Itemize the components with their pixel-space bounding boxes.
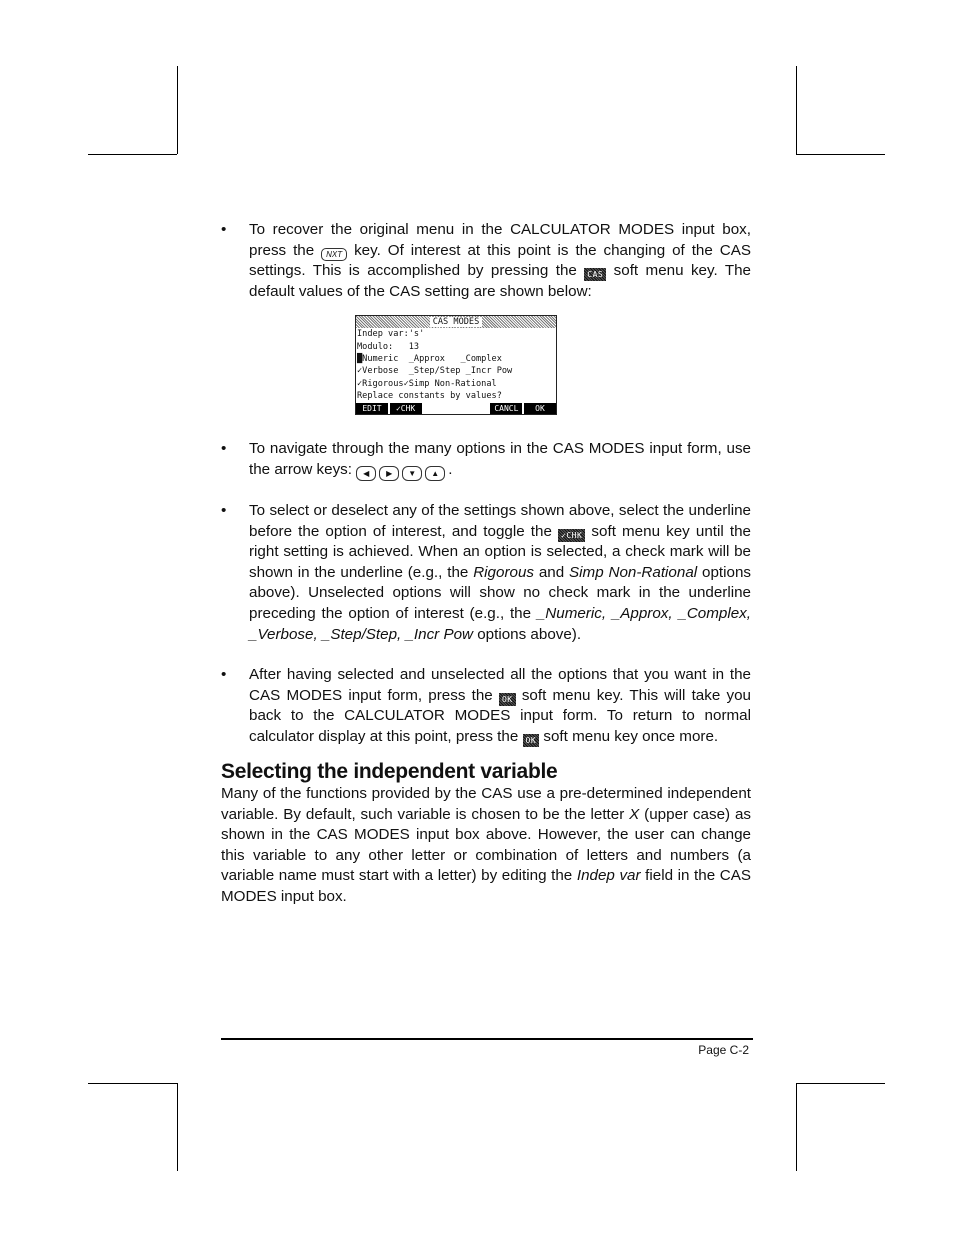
softmenu-cancl: CANCL (490, 403, 522, 414)
page-content (221, 220, 751, 908)
bullet-symbol: • (221, 666, 227, 684)
bullet-item (221, 220, 751, 302)
screen-line: ✓Rigorous✓Simp Non-Rational (357, 378, 497, 389)
chk-softkey: ✓CHK (558, 529, 585, 542)
crop-mark (88, 154, 177, 155)
text: options above). (473, 625, 582, 643)
crop-mark (796, 154, 885, 155)
text: soft menu key. This will take you back to the CALCULATOR MODES input form. To return to normal calculator display at this point, press the (249, 686, 751, 745)
text-italic: _Numeric, _Approx, _Complex, _Verbose, _Step/Step, _Incr Pow (249, 604, 751, 643)
text: To navigate through the many options in the CAS MODES input form, use the arrow keys: (249, 440, 751, 478)
right-arrow-key-icon: ▶ (379, 466, 399, 481)
text: To recover the original menu in the CALCULATOR MODES input box, press the (249, 221, 751, 259)
left-arrow-key-icon: ◀ (356, 466, 376, 481)
screen-softmenu (356, 403, 556, 414)
ok-softkey: OK (523, 734, 540, 747)
crop-mark (796, 1083, 797, 1171)
screen-line: ✓Verbose _Step/Step _Incr Pow (357, 366, 513, 377)
text-italic: Simp Non-Rational (569, 563, 698, 581)
cas-modes-screen (355, 315, 557, 415)
ok-softkey: OK (499, 693, 516, 706)
crop-mark (796, 1083, 885, 1084)
text: (upper case) as shown in the CAS MODES input box above. However, the user can change this variable to any other letter or combination of letters and numbers (a variable name must start with a letter) by editing the (221, 805, 751, 885)
screen-line: Modulo: 13 (357, 341, 420, 352)
text: . (448, 460, 453, 478)
text: To select or deselect any of the settings shown above, select the underline before the option of interest, and toggle the (249, 501, 751, 540)
text: field in the CAS MODES input box. (221, 867, 751, 906)
bullet-symbol: • (221, 440, 227, 458)
text: soft menu key. The default values of the CAS setting are shown below: (249, 262, 751, 300)
softmenu-ok: OK (524, 403, 556, 414)
screen-line: Indep var:'s' (357, 329, 425, 340)
bullet-symbol: • (221, 221, 227, 238)
bullet-item (221, 439, 751, 481)
nxt-key: NXT (321, 248, 347, 261)
screen-line: █Numeric _Approx _Complex (357, 353, 502, 364)
crop-mark (177, 66, 178, 154)
softmenu-blank (423, 403, 455, 414)
down-arrow-key-icon: ▼ (402, 466, 422, 481)
bullet-item (221, 665, 751, 747)
text: After having selected and unselected all the options that you want in the CAS MODES input form, press the (249, 666, 751, 704)
cas-softkey: CAS (584, 268, 606, 281)
footer-rule (221, 1038, 753, 1040)
bullet-item (221, 501, 751, 645)
text-italic: Rigorous (473, 563, 534, 581)
text-italic: Indep var (576, 867, 641, 885)
text: and (533, 563, 570, 581)
calculator-screenshot (161, 315, 751, 415)
text: Many of the functions provided by the CAS use a pre-determined independent variable. By default, such variable is chosen to be the letter (221, 785, 751, 823)
text: key. Of interest at this point is the changing of the CAS settings. This is accomplished by pressing the (249, 241, 751, 280)
text: soft menu key once more. (539, 727, 719, 745)
softmenu-chk: ✓CHK (390, 403, 422, 414)
text-italic: X (629, 805, 640, 823)
crop-mark (88, 1083, 177, 1084)
crop-mark (796, 66, 797, 154)
page-number: Page C-2 (698, 1043, 749, 1057)
screen-title: CAS MODES (356, 316, 556, 328)
up-arrow-key-icon: ▲ (425, 466, 445, 481)
text: soft menu key until the right setting is achieved. When an option is selected, a check mark will be shown in the underline (e.g., the (249, 522, 751, 581)
bullet-symbol: • (221, 501, 227, 519)
softmenu-blank (457, 403, 489, 414)
text: options above). Unselected options will show no check mark in the underline preceding the option of interest (e.g., the (249, 563, 751, 622)
section-heading: Selecting the independent variable (221, 759, 558, 783)
crop-mark (177, 1083, 178, 1171)
screen-line: Replace constants by values? (357, 390, 502, 401)
softmenu-edit: EDIT (356, 403, 388, 414)
section-paragraph (221, 784, 751, 908)
